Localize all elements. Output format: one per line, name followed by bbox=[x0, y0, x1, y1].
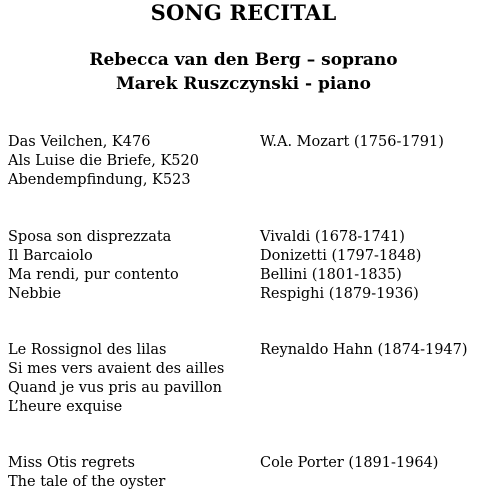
work-item: Miss Otis regrets bbox=[8, 455, 135, 471]
composer-item: Donizetti (1797-1848) bbox=[260, 248, 422, 264]
work-item: Das Veilchen, K476 bbox=[8, 134, 151, 150]
work-item: The tale of the oyster bbox=[8, 474, 166, 490]
work-item: Sposa son disprezzata bbox=[8, 229, 172, 245]
work-item: Als Luise die Briefe, K520 bbox=[8, 153, 199, 169]
performer-soprano: Rebecca van den Berg – soprano bbox=[89, 50, 398, 70]
work-item: Quand je vus pris au pavillon bbox=[8, 380, 222, 396]
composers-list bbox=[260, 454, 485, 473]
composer-item: W.A. Mozart (1756-1791) bbox=[260, 134, 444, 150]
composers-list bbox=[260, 228, 485, 304]
composers-list bbox=[260, 341, 485, 360]
composer-item: Bellini (1801-1835) bbox=[260, 267, 402, 283]
works-list bbox=[8, 133, 253, 190]
performer-piano: Marek Ruszczynski - piano bbox=[115, 74, 372, 94]
work-item: Il Barcaiolo bbox=[8, 248, 93, 264]
works-list bbox=[8, 454, 253, 492]
work-item: Si mes vers avaient des ailles bbox=[8, 361, 225, 377]
composer-item: Cole Porter (1891-1964) bbox=[260, 455, 439, 471]
work-item: Le Rossignol des lilas bbox=[8, 342, 167, 358]
work-item: L’heure exquise bbox=[8, 399, 123, 415]
work-item: Nebbie bbox=[8, 286, 62, 302]
work-item: Ma rendi, pur contento bbox=[8, 267, 179, 283]
composers-list bbox=[260, 133, 485, 152]
works-list bbox=[8, 228, 253, 304]
composer-item: Vivaldi (1678-1741) bbox=[260, 229, 405, 245]
works-list bbox=[8, 341, 253, 417]
composer-item: Respighi (1879-1936) bbox=[260, 286, 419, 302]
composer-item: Reynaldo Hahn (1874-1947) bbox=[260, 342, 468, 358]
work-item: Abendempfindung, K523 bbox=[8, 172, 191, 188]
program-title: SONG RECITAL bbox=[150, 0, 337, 25]
performers bbox=[0, 48, 487, 96]
